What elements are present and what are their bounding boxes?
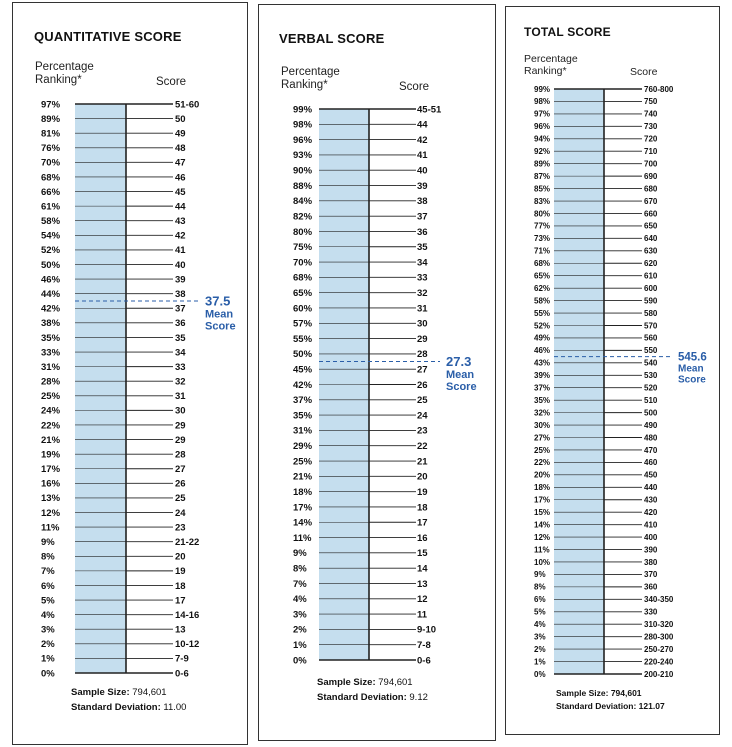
total-pct-label: 10% <box>534 557 551 567</box>
total-pct-label: 17% <box>534 495 551 505</box>
total-pct-label: 46% <box>534 346 551 356</box>
total-pct-label: 3% <box>534 632 546 642</box>
total-score-label: 640 <box>644 234 658 244</box>
quantitative-std-dev-label: Standard Deviation: <box>71 702 161 713</box>
verbal-pct-label: 21% <box>293 471 313 483</box>
verbal-score-label: 34 <box>417 257 428 269</box>
verbal-pct-label: 57% <box>293 318 313 330</box>
verbal-score-label: 35 <box>417 242 428 254</box>
total-pct-label: 11% <box>534 545 550 555</box>
total-score-label: 310-320 <box>644 620 674 630</box>
verbal-pct-label: 2% <box>293 624 307 636</box>
quantitative-score-label: 27 <box>175 464 186 476</box>
verbal-score-label: 29 <box>417 333 428 345</box>
total-score-label: 370 <box>644 570 658 580</box>
total-pct-label: 12% <box>534 532 551 542</box>
total-score-label: 750 <box>644 97 658 107</box>
total-pct-label: 89% <box>534 159 551 169</box>
total-pct-label: 58% <box>534 296 551 306</box>
total-score-label: 330 <box>644 607 658 617</box>
verbal-std-dev-value: 9.12 <box>409 692 428 703</box>
quantitative-pct-label: 50% <box>41 259 61 271</box>
quantitative-pct-label: 38% <box>41 318 61 330</box>
quantitative-std-dev <box>71 702 186 713</box>
total-chart <box>506 7 719 734</box>
total-score-label: 460 <box>644 458 658 468</box>
verbal-score-label: 11 <box>417 609 428 621</box>
verbal-score-label: 23 <box>417 425 428 437</box>
total-score-label: 200-210 <box>644 669 674 679</box>
quantitative-score-label: 30 <box>175 405 186 417</box>
total-pct-label: 1% <box>534 657 546 667</box>
quantitative-pct-label: 13% <box>41 493 61 505</box>
quantitative-pct-label: 42% <box>41 303 61 315</box>
total-std-dev-label: Standard Deviation: <box>556 701 637 711</box>
total-pct-label: 6% <box>534 595 546 605</box>
total-pct-label: 71% <box>534 246 551 256</box>
verbal-pct-label: 25% <box>293 456 313 468</box>
verbal-pct-label: 96% <box>293 134 313 146</box>
verbal-sample-size-value: 794,601 <box>378 677 413 688</box>
quantitative-pct-label: 9% <box>41 537 55 549</box>
quantitative-score-label: 21-22 <box>175 537 200 549</box>
total-score-label: 540 <box>644 358 658 368</box>
verbal-pct-label: 60% <box>293 303 313 315</box>
quantitative-pct-label: 81% <box>41 128 61 140</box>
verbal-score-header: Score <box>399 81 430 93</box>
verbal-chart <box>259 5 495 740</box>
quantitative-pct-label: 1% <box>41 653 55 665</box>
verbal-pct-label: 11% <box>293 532 312 544</box>
quantitative-pct-label: 76% <box>41 143 61 155</box>
quantitative-pct-label: 12% <box>41 507 61 519</box>
total-pct-label: 30% <box>534 420 551 430</box>
quantitative-score-label: 38 <box>175 288 186 300</box>
quantitative-pct-label: 31% <box>41 361 61 373</box>
total-pct-label: 39% <box>534 371 551 381</box>
total-pct-label: 83% <box>534 196 551 206</box>
quantitative-pct-label: 21% <box>41 434 61 446</box>
verbal-score-label: 13 <box>417 578 428 590</box>
quantitative-pct-label: 16% <box>41 478 61 490</box>
total-pct-label: 32% <box>534 408 551 418</box>
total-pct-label: 8% <box>534 582 546 592</box>
verbal-score-label: 18 <box>417 502 428 514</box>
verbal-score-label: 38 <box>417 196 428 208</box>
quantitative-score-label: 0-6 <box>175 668 189 680</box>
verbal-pct-label: 7% <box>293 578 307 590</box>
total-pct-label: 37% <box>534 383 551 393</box>
total-pct-label: 99% <box>534 84 551 94</box>
quantitative-pct-label: 28% <box>41 376 61 388</box>
verbal-pct-label: 45% <box>293 364 313 376</box>
total-pct-label: 35% <box>534 395 551 405</box>
quantitative-sample-size-label: Sample Size: <box>71 687 130 698</box>
total-pct-label: 9% <box>534 570 546 580</box>
total-score-label: 250-270 <box>644 644 674 654</box>
verbal-pct-header: Percentage Ranking* <box>281 66 340 91</box>
total-pct-label: 25% <box>534 445 551 455</box>
quantitative-pct-label: 5% <box>41 595 55 607</box>
quantitative-score-label: 32 <box>175 376 186 388</box>
verbal-score-label: 32 <box>417 287 428 299</box>
verbal-pct-label: 3% <box>293 609 307 621</box>
total-pct-label: 68% <box>534 259 551 269</box>
verbal-pct-label: 37% <box>293 395 313 407</box>
quantitative-score-label: 28 <box>175 449 186 461</box>
quantitative-score-label: 43 <box>175 216 186 228</box>
quantitative-score-label: 40 <box>175 259 186 271</box>
total-score-label: 500 <box>644 408 658 418</box>
verbal-pct-label: 0% <box>293 655 307 667</box>
total-pct-label: 20% <box>534 470 551 480</box>
quantitative-score-label: 34 <box>175 347 186 359</box>
verbal-mean-value: 27.3 <box>446 354 472 370</box>
verbal-score-label: 40 <box>417 165 428 177</box>
verbal-score-label: 27 <box>417 364 428 376</box>
quantitative-pct-label: 8% <box>41 551 55 563</box>
verbal-pct-label: 82% <box>293 211 313 223</box>
verbal-score-label: 14 <box>417 563 428 575</box>
total-panel <box>505 6 720 735</box>
verbal-pct-label: 93% <box>293 150 313 162</box>
quantitative-score-label: 25 <box>175 493 186 505</box>
quantitative-score-label: 33 <box>175 361 186 373</box>
verbal-score-label: 41 <box>417 150 428 162</box>
verbal-pct-label: 65% <box>293 287 313 299</box>
quantitative-pct-label: 22% <box>41 420 61 432</box>
verbal-pct-label: 9% <box>293 548 307 560</box>
total-std-dev <box>556 701 665 711</box>
total-bar <box>554 89 604 674</box>
total-mean-value: 545.6 <box>678 351 707 364</box>
verbal-score-label: 25 <box>417 395 428 407</box>
quantitative-panel <box>12 2 248 745</box>
quantitative-score-label: 49 <box>175 128 186 140</box>
quantitative-score-label: 10-12 <box>175 639 200 651</box>
total-score-label: 590 <box>644 296 658 306</box>
quantitative-score-label: 14-16 <box>175 609 200 621</box>
quantitative-score-label: 24 <box>175 507 186 519</box>
total-score-label: 660 <box>644 209 658 219</box>
quantitative-score-label: 7-9 <box>175 653 189 665</box>
total-score-label: 220-240 <box>644 657 674 667</box>
total-pct-label: 43% <box>534 358 551 368</box>
verbal-score-label: 17 <box>417 517 428 529</box>
quantitative-pct-label: 33% <box>41 347 61 359</box>
quantitative-pct-label: 11% <box>41 522 60 534</box>
quantitative-score-label: 20 <box>175 551 186 563</box>
quantitative-score-label: 26 <box>175 478 186 490</box>
verbal-pct-label: 84% <box>293 196 313 208</box>
verbal-pct-label: 55% <box>293 333 313 345</box>
verbal-pct-label: 42% <box>293 379 313 391</box>
total-score-label: 470 <box>644 445 658 455</box>
verbal-mean-label: Score <box>446 381 477 394</box>
total-pct-label: 97% <box>534 109 551 119</box>
verbal-score-label: 19 <box>417 486 428 498</box>
quantitative-score-label: 51-60 <box>175 99 200 111</box>
verbal-pct-label: 98% <box>293 119 313 131</box>
verbal-pct-label: 75% <box>293 242 313 254</box>
total-score-label: 580 <box>644 308 658 318</box>
total-pct-label: 49% <box>534 333 551 343</box>
total-score-label: 610 <box>644 271 658 281</box>
verbal-score-label: 26 <box>417 379 428 391</box>
verbal-score-label: 42 <box>417 134 428 146</box>
total-score-label: 620 <box>644 259 658 269</box>
quantitative-score-label: 45 <box>175 186 186 198</box>
total-pct-label: 0% <box>534 669 546 679</box>
quantitative-chart <box>13 3 247 744</box>
quantitative-score-label: 17 <box>175 595 186 607</box>
total-sample-size <box>556 688 642 698</box>
total-score-label: 760-800 <box>644 84 674 94</box>
quantitative-score-label: 50 <box>175 113 186 125</box>
verbal-score-label: 15 <box>417 548 428 560</box>
total-score-label: 360 <box>644 582 658 592</box>
quantitative-score-label: 19 <box>175 566 186 578</box>
verbal-pct-label: 99% <box>293 104 313 116</box>
total-pct-label: 85% <box>534 184 551 194</box>
total-pct-label: 80% <box>534 209 551 219</box>
verbal-score-label: 33 <box>417 272 428 284</box>
quantitative-pct-label: 17% <box>41 464 61 476</box>
total-score-label: 690 <box>644 171 658 181</box>
total-score-label: 420 <box>644 507 658 517</box>
verbal-score-label: 36 <box>417 226 428 238</box>
total-pct-label: 92% <box>534 147 551 157</box>
quantitative-pct-label: 70% <box>41 157 61 169</box>
quantitative-pct-label: 52% <box>41 245 61 257</box>
total-std-dev-value: 121.07 <box>638 701 665 711</box>
quantitative-score-label: 44 <box>175 201 186 213</box>
quantitative-sample-size <box>71 687 167 698</box>
quantitative-pct-label: 24% <box>41 405 61 417</box>
quantitative-score-label: 37 <box>175 303 186 315</box>
verbal-title: VERBAL SCORE <box>279 31 385 46</box>
verbal-pct-label: 90% <box>293 165 313 177</box>
verbal-std-dev <box>317 692 428 703</box>
verbal-pct-label: 14% <box>293 517 313 529</box>
total-pct-label: 52% <box>534 321 551 331</box>
quantitative-score-label: 31 <box>175 391 186 403</box>
total-score-label: 450 <box>644 470 658 480</box>
quantitative-score-label: 18 <box>175 580 186 592</box>
total-pct-label: 73% <box>534 234 551 244</box>
quantitative-score-label: 13 <box>175 624 186 636</box>
quantitative-score-label: 41 <box>175 245 186 257</box>
verbal-mean-label: Mean <box>446 369 475 382</box>
verbal-panel <box>258 4 496 741</box>
quantitative-bar <box>75 104 126 673</box>
total-score-label: 720 <box>644 134 658 144</box>
total-score-label: 560 <box>644 333 658 343</box>
verbal-pct-label: 88% <box>293 180 313 192</box>
quantitative-pct-label: 0% <box>41 668 55 680</box>
total-score-label: 630 <box>644 246 658 256</box>
total-score-label: 440 <box>644 483 658 493</box>
verbal-score-label: 0-6 <box>417 655 431 667</box>
total-pct-header: Percentage Ranking* <box>524 53 578 77</box>
quantitative-score-label: 23 <box>175 522 186 534</box>
total-pct-label: 98% <box>534 97 551 107</box>
quantitative-pct-label: 7% <box>41 566 55 578</box>
quantitative-pct-label: 2% <box>41 639 55 651</box>
verbal-score-label: 30 <box>417 318 428 330</box>
quantitative-mean-label: Score <box>205 320 236 333</box>
quantitative-mean-label: Mean <box>205 308 234 321</box>
total-pct-label: 2% <box>534 644 546 654</box>
total-score-label: 390 <box>644 545 658 555</box>
verbal-pct-label: 80% <box>293 226 313 238</box>
quantitative-pct-label: 66% <box>41 186 61 198</box>
total-score-label: 670 <box>644 196 658 206</box>
total-pct-label: 94% <box>534 134 551 144</box>
total-score-header: Score <box>630 66 658 78</box>
total-score-label: 400 <box>644 532 658 542</box>
quantitative-std-dev-value: 11.00 <box>163 702 187 713</box>
total-pct-label: 5% <box>534 607 546 617</box>
total-score-label: 550 <box>644 346 658 356</box>
quantitative-pct-label: 35% <box>41 332 61 344</box>
verbal-score-label: 21 <box>417 456 428 468</box>
verbal-pct-label: 35% <box>293 410 313 422</box>
quantitative-score-label: 36 <box>175 318 186 330</box>
verbal-pct-label: 68% <box>293 272 313 284</box>
total-title: TOTAL SCORE <box>524 25 611 39</box>
quantitative-pct-label: 54% <box>41 230 61 242</box>
total-score-label: 740 <box>644 109 658 119</box>
verbal-pct-label: 8% <box>293 563 307 575</box>
total-pct-label: 65% <box>534 271 551 281</box>
verbal-pct-label: 29% <box>293 441 313 453</box>
total-score-label: 510 <box>644 395 658 405</box>
quantitative-score-label: 29 <box>175 420 186 432</box>
quantitative-score-label: 35 <box>175 332 186 344</box>
total-mean-label: Mean <box>678 363 704 375</box>
quantitative-pct-label: 6% <box>41 580 55 592</box>
quantitative-pct-label: 19% <box>41 449 61 461</box>
quantitative-score-label: 29 <box>175 434 186 446</box>
total-score-label: 650 <box>644 221 658 231</box>
total-pct-label: 15% <box>534 507 551 517</box>
quantitative-pct-label: 61% <box>41 201 61 213</box>
total-score-label: 430 <box>644 495 658 505</box>
quantitative-pct-header: Percentage Ranking* <box>35 61 94 86</box>
verbal-score-label: 45-51 <box>417 104 442 116</box>
total-score-label: 340-350 <box>644 595 674 605</box>
total-score-label: 600 <box>644 283 658 293</box>
quantitative-score-label: 47 <box>175 157 186 169</box>
quantitative-score-label: 42 <box>175 230 186 242</box>
verbal-score-label: 9-10 <box>417 624 437 636</box>
quantitative-title: QUANTITATIVE SCORE <box>34 29 182 44</box>
verbal-pct-label: 70% <box>293 257 313 269</box>
quantitative-pct-label: 68% <box>41 172 61 184</box>
verbal-score-label: 7-8 <box>417 640 431 652</box>
total-score-label: 700 <box>644 159 658 169</box>
verbal-pct-label: 4% <box>293 594 307 606</box>
verbal-sample-size <box>317 677 413 688</box>
quantitative-mean-value: 37.5 <box>205 293 231 309</box>
verbal-score-label: 37 <box>417 211 428 223</box>
verbal-sample-size-label: Sample Size: <box>317 677 376 688</box>
total-pct-label: 96% <box>534 122 551 132</box>
verbal-score-label: 16 <box>417 532 428 544</box>
verbal-pct-label: 17% <box>293 502 313 514</box>
quantitative-pct-label: 3% <box>41 624 55 636</box>
quantitative-pct-label: 46% <box>41 274 61 286</box>
total-pct-label: 55% <box>534 308 551 318</box>
verbal-pct-label: 18% <box>293 486 313 498</box>
verbal-score-label: 12 <box>417 594 428 606</box>
verbal-score-label: 22 <box>417 441 428 453</box>
total-pct-label: 77% <box>534 221 551 231</box>
verbal-pct-label: 31% <box>293 425 313 437</box>
total-score-label: 570 <box>644 321 658 331</box>
total-pct-label: 14% <box>534 520 551 530</box>
verbal-score-label: 24 <box>417 410 428 422</box>
total-score-label: 280-300 <box>644 632 674 642</box>
quantitative-pct-label: 58% <box>41 216 61 228</box>
total-pct-label: 87% <box>534 171 551 181</box>
quantitative-pct-label: 89% <box>41 113 61 125</box>
total-score-label: 480 <box>644 433 658 443</box>
verbal-std-dev-label: Standard Deviation: <box>317 692 407 703</box>
total-pct-label: 27% <box>534 433 551 443</box>
total-score-label: 380 <box>644 557 658 567</box>
total-score-label: 530 <box>644 371 658 381</box>
total-pct-label: 4% <box>534 620 546 630</box>
quantitative-score-label: 48 <box>175 143 186 155</box>
verbal-score-label: 44 <box>417 119 428 131</box>
quantitative-sample-size-value: 794,601 <box>132 687 167 698</box>
total-sample-size-label: Sample Size: <box>556 688 609 698</box>
quantitative-pct-label: 4% <box>41 609 55 621</box>
total-score-label: 730 <box>644 122 658 132</box>
total-pct-label: 62% <box>534 283 551 293</box>
total-mean-label: Score <box>678 374 706 386</box>
quantitative-pct-label: 44% <box>41 288 61 300</box>
quantitative-score-label: 46 <box>175 172 186 184</box>
verbal-score-label: 28 <box>417 349 428 361</box>
total-score-label: 710 <box>644 147 658 157</box>
quantitative-score-header: Score <box>156 76 187 88</box>
verbal-score-label: 39 <box>417 180 428 192</box>
quantitative-pct-label: 97% <box>41 99 61 111</box>
verbal-pct-label: 1% <box>293 640 307 652</box>
total-score-label: 490 <box>644 420 658 430</box>
total-score-label: 410 <box>644 520 658 530</box>
verbal-score-label: 20 <box>417 471 428 483</box>
total-score-label: 520 <box>644 383 658 393</box>
quantitative-pct-label: 25% <box>41 391 61 403</box>
total-score-label: 680 <box>644 184 658 194</box>
total-pct-label: 22% <box>534 458 551 468</box>
verbal-score-label: 31 <box>417 303 428 315</box>
quantitative-score-label: 39 <box>175 274 186 286</box>
total-sample-size-value: 794,601 <box>610 688 642 698</box>
total-pct-label: 18% <box>534 483 551 493</box>
verbal-pct-label: 50% <box>293 349 313 361</box>
